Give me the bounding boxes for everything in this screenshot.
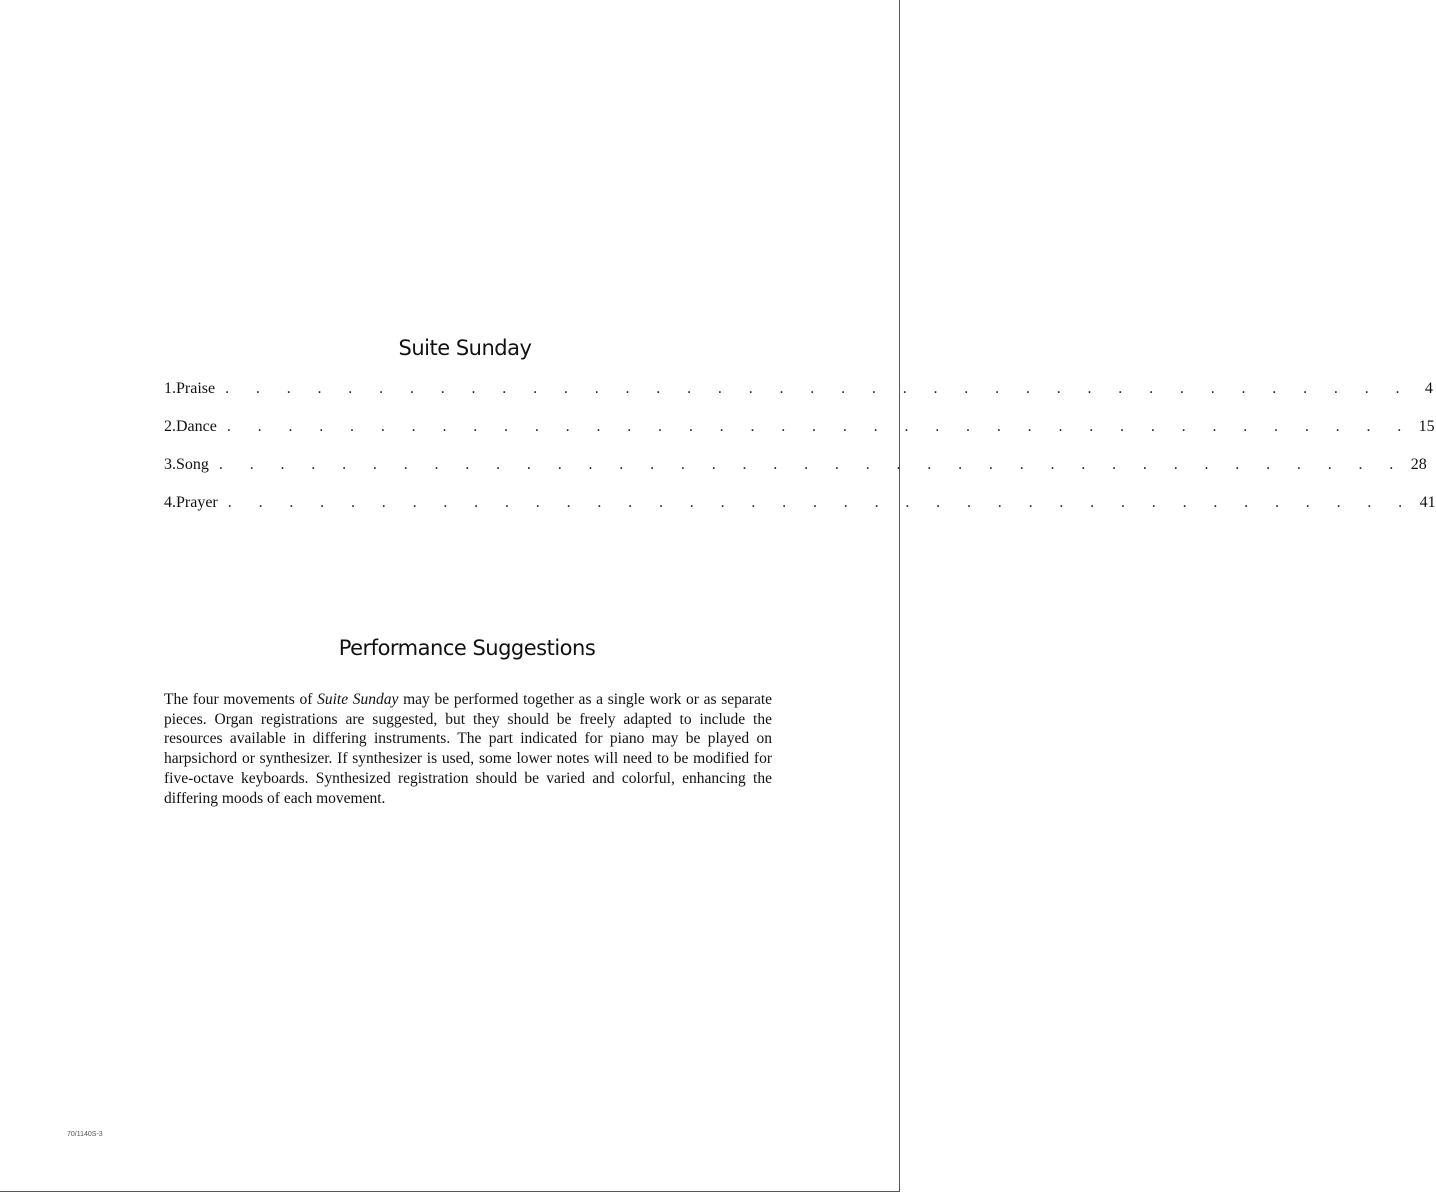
toc-entry-title: Dance <box>176 418 217 435</box>
work-title-italic: Suite Sunday <box>317 691 399 708</box>
toc-entry-number: 2. <box>164 418 176 435</box>
toc-entry-praise[interactable] <box>164 380 1433 418</box>
catalog-code: 70/1140S-3 <box>67 1131 103 1138</box>
dot-leader: . . . . . . . . . . . . . . . . . . . . . . . . . . . . . . . . . . . . . . . <box>227 494 1414 511</box>
toc-entry-song[interactable] <box>164 456 1427 494</box>
toc-entry-number: 4. <box>164 494 176 511</box>
toc-entry-dance[interactable] <box>164 418 1435 456</box>
dot-leader: . . . . . . . . . . . . . . . . . . . . . . . . . . . . . . . . . . . . . . . <box>226 418 1413 435</box>
toc-entry-page: 28 <box>1410 456 1427 473</box>
toc-entry-title: Song <box>176 456 209 473</box>
dot-leader: . . . . . . . . . . . . . . . . . . . . . . . . . . . . . . . . . . . . . . . <box>218 456 1405 473</box>
toc-entry-number: 3. <box>164 456 176 473</box>
table-of-contents <box>164 380 1436 532</box>
performance-text-start: The four movements of <box>164 691 318 708</box>
performance-text-rest: may be performed together as a single work or as separate pieces. Organ registrations are suggested, but they should be freely adapted to include the resources available in differing instruments. The part indicated for piano may be played on harpsichord or synthesizer. If synthesizer is used, some lower notes will need to be modified for five-octave keyboards. Synthesized registration should be varied and colorful, enhancing the differing moods of each movement. <box>164 691 773 807</box>
page-edge-right <box>899 0 900 1192</box>
toc-entry-title: Praise <box>176 380 216 397</box>
performance-title: Performance Suggestions <box>338 636 596 660</box>
toc-entry-page: 41 <box>1419 494 1436 511</box>
toc-entry-page: 4 <box>1424 380 1433 397</box>
toc-entry-title: Prayer <box>176 494 218 511</box>
contents-title: Suite Sunday <box>398 336 532 360</box>
toc-entry-number: 1. <box>164 380 176 397</box>
dot-leader: . . . . . . . . . . . . . . . . . . . . . . . . . . . . . . . . . . . . . . . <box>225 380 1411 397</box>
toc-entry-prayer[interactable] <box>164 494 1436 532</box>
performance-paragraph <box>164 690 772 808</box>
toc-entry-page: 15 <box>1418 418 1435 435</box>
